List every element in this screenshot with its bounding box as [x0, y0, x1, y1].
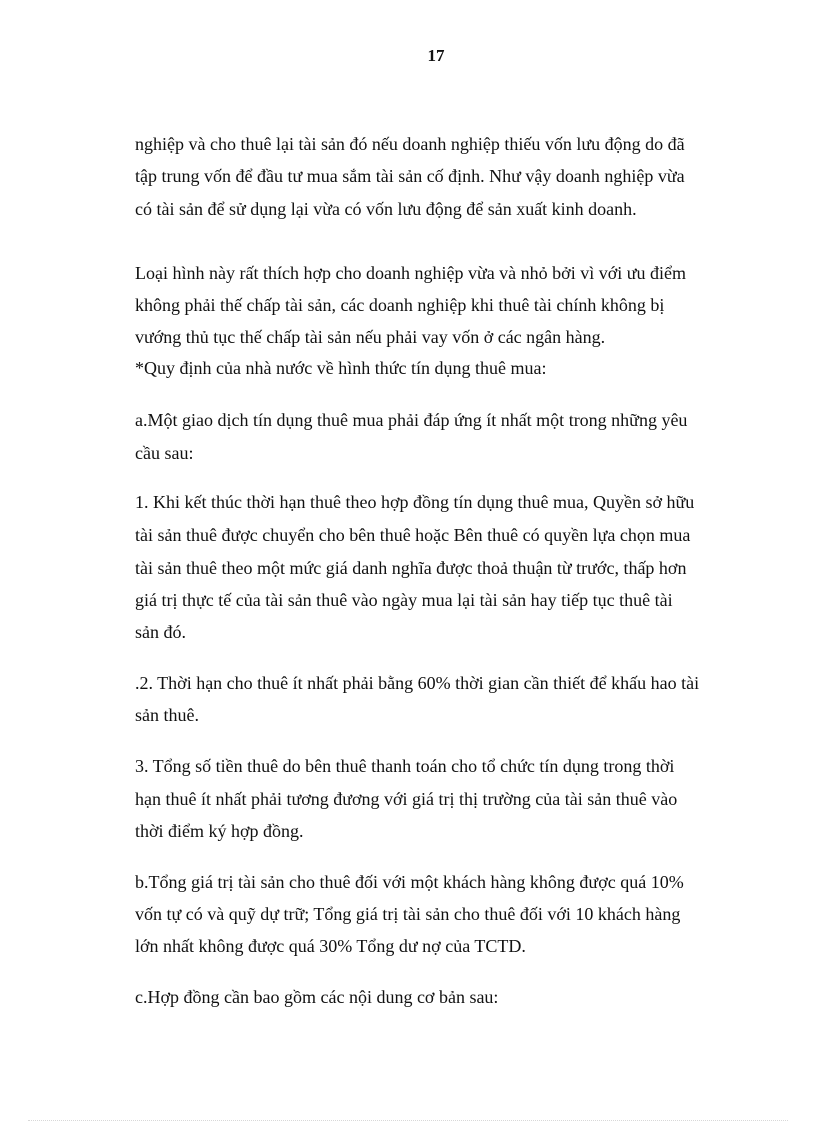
text-line: hạn thuê ít nhất phải tương đương với giá trị thị trường của tài sản thuê vào — [135, 789, 678, 809]
text-line: sản đó. — [135, 622, 186, 642]
text-line: có tài sản để sử dụng lại vừa có vốn lưu động để sản xuất kinh doanh. — [135, 199, 637, 219]
text-line: a.Một giao dịch tín dụng thuê mua phải đáp ứng ít nhất một trong những yêu — [135, 410, 688, 430]
text-line: tài sản thuê được chuyển cho bên thuê hoặc Bên thuê có quyền lựa chọn mua — [135, 525, 691, 545]
text-line: tài sản thuê theo một mức giá danh nghĩa được thoả thuận từ trước, thấp hơn — [135, 558, 687, 578]
text-line: vốn tự có và quỹ dự trữ; Tổng giá trị tài sản cho thuê đối với 10 khách hàng — [135, 904, 681, 924]
text-line: 1. Khi kết thúc thời hạn thuê theo hợp đồng tín dụng thuê mua, Quyền sở hữu — [135, 492, 695, 512]
text-line: b.Tổng giá trị tài sản cho thuê đối với một khách hàng không được quá 10% — [135, 872, 684, 892]
text-line: c.Hợp đồng cần bao gồm các nội dung cơ bản sau: — [135, 987, 499, 1007]
text-line: lớn nhất không được quá 30% Tổng dư nợ của TCTD. — [135, 936, 526, 956]
text-line: thời điểm ký hợp đồng. — [135, 821, 304, 841]
text-line: nghiệp và cho thuê lại tài sản đó nếu doanh nghiệp thiếu vốn lưu động do đã — [135, 134, 685, 154]
text-line: *Quy định của nhà nước về hình thức tín dụng thuê mua: — [135, 358, 547, 378]
text-line: sản thuê. — [135, 705, 199, 725]
text-line: Loại hình này rất thích hợp cho doanh nghiệp vừa và nhỏ bởi vì với ưu điểm — [135, 263, 686, 283]
text-line: 3. Tổng số tiền thuê do bên thuê thanh toán cho tổ chức tín dụng trong thời — [135, 756, 675, 776]
text-line: tập trung vốn để đầu tư mua sắm tài sản cố định. Như vậy doanh nghiệp vừa — [135, 166, 685, 186]
text-line: không phải thế chấp tài sản, các doanh nghiệp khi thuê tài chính không bị — [135, 295, 665, 315]
footer-divider — [28, 1120, 788, 1121]
text-line: vướng thủ tục thế chấp tài sản nếu phải vay vốn ở các ngân hàng. — [135, 327, 606, 347]
page-number: 17 — [427, 46, 445, 65]
text-line: giá trị thực tế của tài sản thuê vào ngày mua lại tài sản hay tiếp tục thuê tài — [135, 590, 673, 610]
text-line: cầu sau: — [135, 443, 194, 463]
text-line: .2. Thời hạn cho thuê ít nhất phải bằng 60% thời gian cần thiết để khấu hao tài — [135, 673, 700, 693]
